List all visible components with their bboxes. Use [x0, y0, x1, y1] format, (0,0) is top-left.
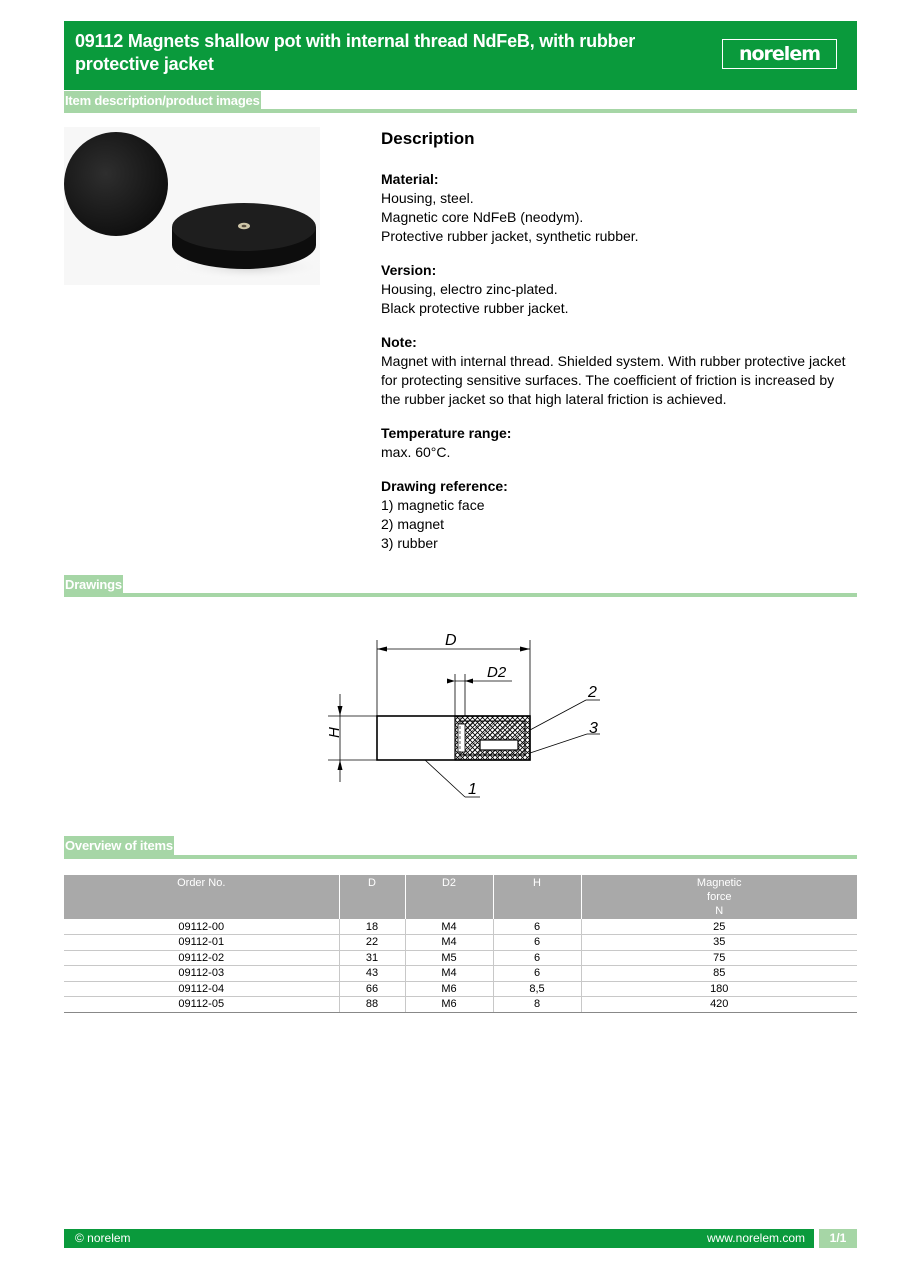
cell-d: 22 [339, 935, 405, 951]
material-line: Protective rubber jacket, synthetic rubber. [381, 228, 639, 244]
table-row [64, 966, 857, 982]
page-header [64, 21, 857, 90]
cell-h: 8 [493, 997, 581, 1013]
magnet-core [480, 740, 518, 750]
note-block [381, 333, 851, 409]
table-row [64, 997, 857, 1013]
cell-order-no: 09112-04 [64, 981, 339, 997]
dimension-label-d2: D2 [487, 664, 507, 681]
section-label-overview: Overview of items [65, 838, 173, 853]
cell-d2: M4 [405, 966, 493, 982]
cell-magnetic-force: 25 [581, 919, 857, 935]
cell-magnetic-force: 420 [581, 997, 857, 1013]
temperature-block [381, 424, 851, 462]
table-row [64, 981, 857, 997]
norelem-logo [722, 39, 837, 69]
cell-order-no: 09112-00 [64, 919, 339, 935]
cell-order-no: 09112-05 [64, 997, 339, 1013]
note-text: Magnet with internal thread. Shielded system. With rubber protective jacket for protecting sensitive surfaces. The coefficient of friction is increased by the rubber jacket so that high lateral friction is achieved. [381, 353, 846, 407]
cell-h: 6 [493, 935, 581, 951]
material-label: Material: [381, 171, 439, 187]
cell-d: 18 [339, 919, 405, 935]
cell-d2: M6 [405, 997, 493, 1013]
cell-magnetic-force: 180 [581, 981, 857, 997]
cell-d2: M5 [405, 950, 493, 966]
section-label-item-description: Item description/product images [65, 93, 260, 108]
cell-d: 66 [339, 981, 405, 997]
callout-1: 1 [468, 781, 477, 798]
material-line: Magnetic core NdFeB (neodym). [381, 209, 584, 225]
cell-magnetic-force: 35 [581, 935, 857, 951]
table-row [64, 919, 857, 935]
drawing-reference-line: 2) magnet [381, 516, 445, 532]
cell-h: 6 [493, 950, 581, 966]
cell-order-no: 09112-02 [64, 950, 339, 966]
description-panel [381, 128, 851, 568]
callout-3: 3 [589, 720, 598, 737]
cell-h: 6 [493, 966, 581, 982]
page-footer [64, 1229, 814, 1248]
dimension-label-h: H [326, 727, 343, 738]
cell-h: 6 [493, 919, 581, 935]
column-header-d: D [339, 875, 405, 919]
drawing-reference-line: 1) magnetic face [381, 497, 485, 513]
version-line: Black protective rubber jacket. [381, 300, 569, 316]
drawing-reference-line: 3) rubber [381, 535, 438, 551]
drawing-reference-block [381, 477, 851, 553]
technical-drawing [300, 620, 630, 805]
cell-d2: M4 [405, 935, 493, 951]
cell-order-no: 09112-01 [64, 935, 339, 951]
cell-d: 88 [339, 997, 405, 1013]
cell-h: 8,5 [493, 981, 581, 997]
section-rule [64, 855, 857, 859]
logo-text: norelem [738, 43, 821, 65]
page-title: 09112 Magnets shallow pot with internal thread NdFeB, with rubber protective jacket [75, 31, 636, 74]
note-label: Note: [381, 334, 417, 350]
cell-d: 31 [339, 950, 405, 966]
cell-order-no: 09112-03 [64, 966, 339, 982]
table-header-row [64, 875, 857, 919]
cell-d2: M6 [405, 981, 493, 997]
column-header-order-no: Order No. [64, 875, 339, 919]
temperature-text: max. 60°C. [381, 444, 451, 460]
material-line: Housing, steel. [381, 190, 474, 206]
version-block [381, 261, 851, 318]
description-heading: Description [381, 129, 475, 148]
items-table [64, 875, 857, 1013]
cell-magnetic-force: 75 [581, 950, 857, 966]
version-label: Version: [381, 262, 437, 278]
magnet-face-disc [64, 132, 168, 236]
dimension-label-d: D [445, 632, 457, 649]
copyright-text: © norelem [75, 1231, 131, 1245]
material-block [381, 170, 851, 246]
table-row [64, 935, 857, 951]
website-link[interactable]: www.norelem.com [706, 1231, 805, 1245]
column-header-h: H [493, 875, 581, 919]
cell-d2: M4 [405, 919, 493, 935]
page-number: 1/1 [819, 1229, 857, 1248]
temperature-label: Temperature range: [381, 425, 512, 441]
column-header-magnetic-force: Magnetic force N [581, 875, 857, 919]
version-line: Housing, electro zinc-plated. [381, 281, 558, 297]
product-image [64, 127, 320, 285]
table-row [64, 950, 857, 966]
callout-2: 2 [588, 684, 597, 701]
cell-magnetic-force: 85 [581, 966, 857, 982]
section-label-drawings: Drawings [65, 577, 122, 592]
cell-d: 43 [339, 966, 405, 982]
thread-bore [458, 724, 465, 752]
section-rule [64, 593, 857, 597]
column-header-d2: D2 [405, 875, 493, 919]
drawing-reference-label: Drawing reference: [381, 478, 508, 494]
